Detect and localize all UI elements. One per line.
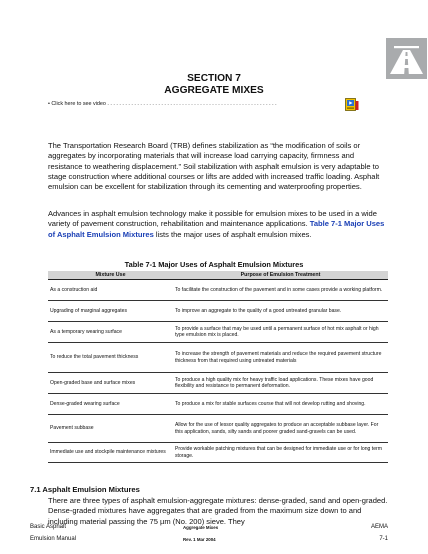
mixture-use-cell: As a construction aid xyxy=(48,280,173,301)
intro-paragraph: The Transportation Research Board (TRB) defines stabilization as “the modification of soils or aggregates by incorporating materials that will increase load carrying capacity, firmness and resistance to weathering displacement.” Soil stabilization with asphalt emulsion is very adaptable to stage construction where additional courses or lifts are added with increased traffic loading. Asphalt emulsion can be excellent for stabilization through its cementing and waterproofing properties. xyxy=(48,141,380,192)
mixture-use-cell: As a temporary wearing surface xyxy=(48,322,173,343)
mixture-use-cell: To reduce the total pavement thickness xyxy=(48,343,173,373)
table-row xyxy=(48,301,388,322)
mixture-use-cell: Open-graded base and surface mixes xyxy=(48,373,173,394)
video-play-icon[interactable] xyxy=(345,98,359,111)
mixture-use-cell: Immediate use and stockpile maintenance mixtures xyxy=(48,443,173,463)
table-header-row xyxy=(48,271,388,280)
major-uses-table xyxy=(48,271,388,463)
purpose-cell: Allow for the use of lessor quality aggregates to produce an acceptable subbase layer. For this application, sands, silty sands and poorer graded sand-gravels can be used. xyxy=(173,415,388,443)
purpose-cell: To provide a surface that may be used until a permanent surface of hot mix asphalt or high type emulsion mix is placed. xyxy=(173,322,388,343)
purpose-cell: To produce a high quality mix for heavy traffic load applications. These mixes have good flexibility and resistance to permanent deformation. xyxy=(173,373,388,394)
footer-revision: Rev. 1 Mar 2004 xyxy=(183,537,216,542)
advances-text-start: Advances in asphalt emulsion technology make it possible for emulsion mixes to be used in a wide variety of pavement construction, rehabilitation and maintenance applications. xyxy=(48,209,377,229)
footer-page-number: 7-1 xyxy=(379,536,388,542)
advances-text-end: lists the major uses of asphalt emulsion mixes. xyxy=(153,229,312,239)
advances-paragraph xyxy=(48,209,388,240)
purpose-cell: Provide workable patching mixtures that can be designed for immediate use or for long term storage. xyxy=(173,443,388,463)
video-link[interactable]: • Click here to see video . . . . . . . . . . . . . . . . . . . . . . . . . . . . . . . . . . . . . . . . . . . . . . . . . . . . . . . . . xyxy=(48,101,277,107)
subsection-heading: 7.1 Asphalt Emulsion Mixtures xyxy=(30,485,140,494)
table-row xyxy=(48,415,388,443)
column-header-purpose: Purpose of Emulsion Treatment xyxy=(173,271,388,280)
table-row xyxy=(48,322,388,343)
footer-chapter: Aggregate Mixes xyxy=(183,525,219,530)
mixture-use-cell: Upgrading of marginal aggregates xyxy=(48,301,173,322)
footer-title-line2: Emulsion Manual xyxy=(30,536,77,542)
purpose-cell: To produce a mix for stable surfaces course that will not develop rutting and shoving. xyxy=(173,394,388,415)
table-title: Table 7-1 Major Uses of Asphalt Emulsion Mixtures xyxy=(124,260,304,269)
table-row xyxy=(48,443,388,463)
purpose-cell: To facilitate the construction of the pavement and in some cases provide a working platform. xyxy=(173,280,388,301)
section-number: SECTION 7 xyxy=(187,73,241,84)
table-row xyxy=(48,343,388,373)
purpose-cell: To increase the strength of pavement materials and reduce the required pavement structure thickness from that required using untreated materials xyxy=(173,343,388,373)
table-row xyxy=(48,280,388,301)
table-7-1-link[interactable]: Table 7-1 Major Uses of Asphalt Emulsion Mixtures xyxy=(48,219,385,239)
mixture-use-cell: Pavement subbase xyxy=(48,415,173,443)
section-name: AGGREGATE MIXES xyxy=(164,85,264,96)
column-header-mixture-use: Mixture Use xyxy=(48,271,173,280)
mixture-use-cell: Dense-graded wearing surface xyxy=(48,394,173,415)
section-title xyxy=(0,73,428,97)
purpose-cell: To improve an aggregate to the quality of a good untreated granular base. xyxy=(173,301,388,322)
footer-publisher: AEMA xyxy=(370,524,388,530)
table-row xyxy=(48,394,388,415)
footer-title-line1: Basic Asphalt xyxy=(30,524,67,530)
table-row xyxy=(48,373,388,394)
types-paragraph: There are three types of asphalt emulsion-aggregate mixtures: dense-graded, sand and open-graded. Dense-graded mixtures have aggregates that are graded from the maximum size down to and including material passing the 75 µm (No. 200) sieve. They xyxy=(48,496,388,526)
